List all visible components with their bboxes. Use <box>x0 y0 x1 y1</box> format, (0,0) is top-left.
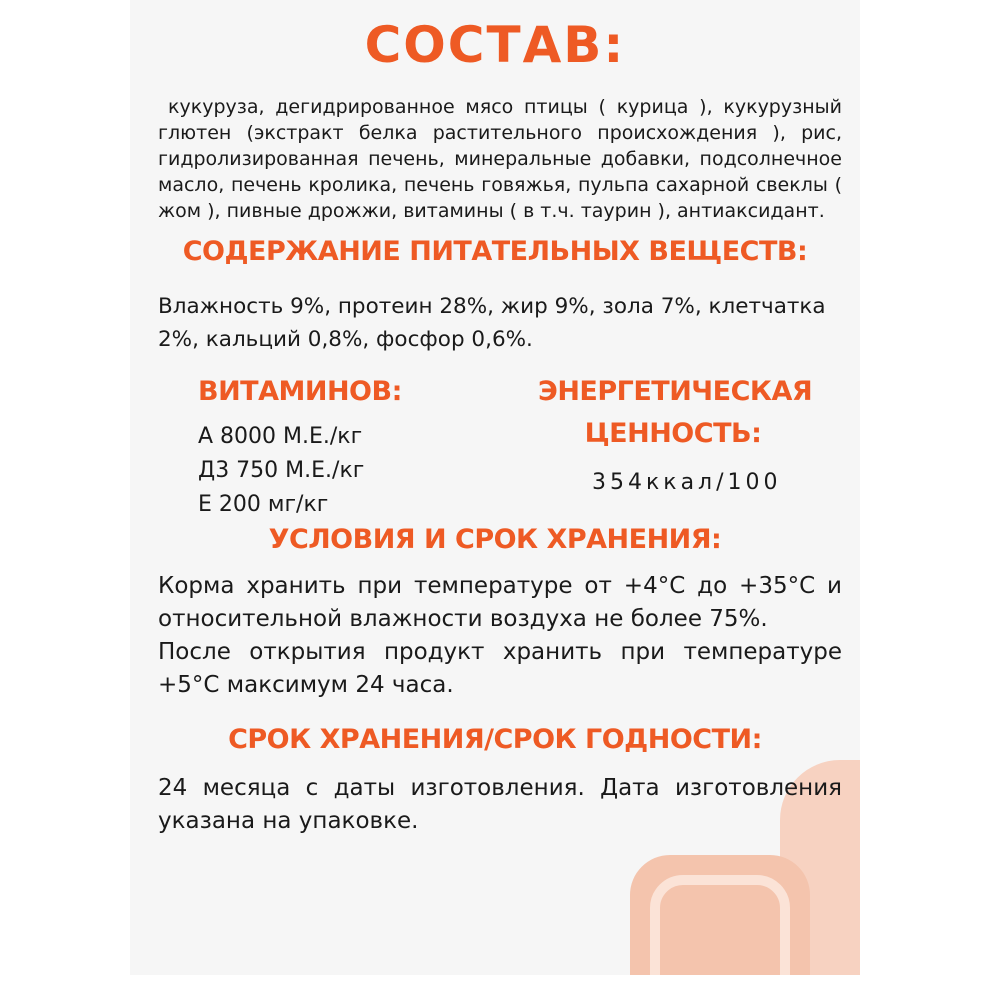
vitamin-item: Д3 750 М.Е./кг <box>198 458 365 483</box>
vitamins-heading: ВИТАМИНОВ: <box>198 376 402 407</box>
nutrients-heading: СОДЕРЖАНИЕ ПИТАТЕЛЬНЫХ ВЕЩЕСТВ: <box>182 236 808 267</box>
storage-line-2: После открытия продукт хранить при температуре +5°С максимум 24 часа. <box>158 639 842 698</box>
vitamin-item: Е 200 мг/кг <box>198 492 329 517</box>
vitamin-item: А 8000 М.Е./кг <box>198 424 363 449</box>
energy-heading-line2: ЦЕННОСТЬ: <box>584 418 762 449</box>
shelf-life-text: 24 месяца с даты изготовления. Дата изготовления указана на упаковке. <box>158 775 842 834</box>
storage-heading: УСЛОВИЯ И СРОК ХРАНЕНИЯ: <box>268 524 722 555</box>
storage-line-1: Корма хранить при температуре от +4°С до +35°С и относительной влажности воздуха не более 75%. <box>158 573 842 632</box>
page-title: СОСТАВ: <box>364 16 626 74</box>
info-card <box>130 0 860 975</box>
storage-text <box>158 570 842 702</box>
energy-heading-line1: ЭНЕРГЕТИЧЕСКАЯ <box>538 376 813 407</box>
energy-value: 354ккал/100 <box>592 470 782 495</box>
nutrients-text: Влажность 9%, протеин 28%, жир 9%, зола 7%, клетчатка 2%, кальций 0,8%, фосфор 0,6%. <box>158 294 826 352</box>
composition-text: кукуруза, дегидрированное мясо птицы ( курица ), кукурузный глютен (экстракт белка растительного происхождения ), рис, гидролизированная печень, минеральные добавки, подсолнечное масло, печень кролика, печень говяжья, пульпа сахарной свеклы ( жом ), пивные дрожжи, витамины ( в т.ч. таурин ), антиаксидант. <box>158 96 842 222</box>
vitamins-list <box>198 420 364 522</box>
shelf-life-heading: СРОК ХРАНЕНИЯ/СРОК ГОДНОСТИ: <box>228 724 762 755</box>
